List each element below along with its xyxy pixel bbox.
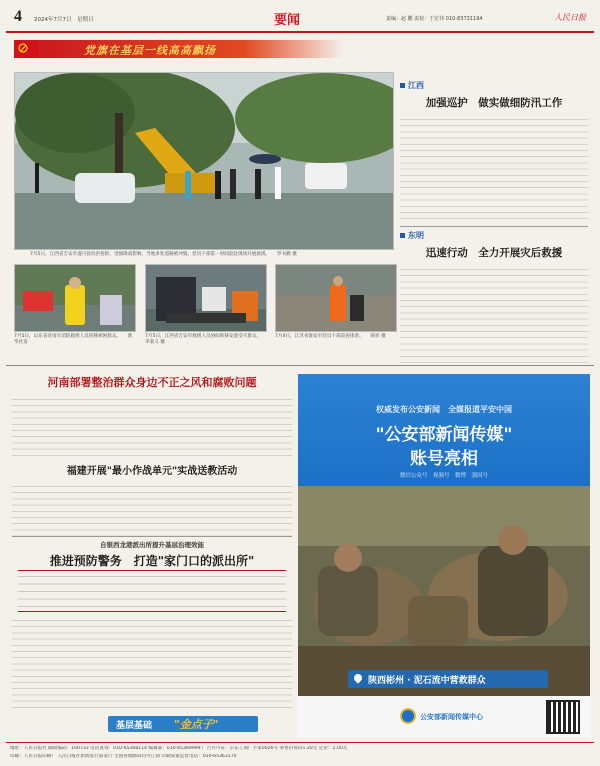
ad-photo-caption [348,670,548,688]
page-number: 4 [14,8,22,25]
small-photo-2-caption: 7月5日，江西省吉安市救援人员协助转移安置受灾群众。 李秉义 摄 [145,334,269,345]
small-photo-3-caption: 7月4日，江苏省淮安市党员干部巡查排涝。 韩祥 摄 [275,334,386,339]
headline-jiangxi: 加强巡护 做实做细防汛工作 [425,97,563,109]
story-jiangxi [400,80,588,220]
ad-platforms: 微信公众号 视频号 微博 强国号 [399,473,488,479]
ad-title-line2: 账号亮相 [410,449,478,469]
main-photo-flood-rescue [14,72,394,250]
section-divider [6,365,594,366]
main-photo-caption: 7月5日，江西省吉安市遂川县抗洪抢险，受强降雨影响，当地多处道路被冲毁，党员干部第一时间赶赴现场开展救援。 罗书勤 摄 [30,252,297,257]
headline-henan: 河南部署整治群众身边不正之风和腐败问题 [47,376,257,389]
qr-code-icon [546,700,580,734]
story-police [12,540,292,736]
story-fujian-body [12,482,292,536]
pull-quote-box [18,570,286,612]
small-photo-2 [145,264,267,332]
footer-line-1: 地址：人民日报社 邮政编码：100733 电话查询：010-65368114 编辑部：010-65369999 广告许可证：京东工商广字第0026号 零售价每份1.20元 定价：2.00元 [10,746,348,751]
police-emblem-icon [400,708,416,724]
ad-footer-bar [298,696,590,738]
map-pin-icon [352,672,363,683]
ad-publisher: 公安部新闻传媒中心 [420,713,483,721]
footer-rule [6,742,594,743]
small-photo-1 [14,264,136,332]
story-dongming [400,230,588,360]
ad-rescue-photo [298,486,590,696]
grassroots-tag-label: 基层基础 [116,721,153,731]
ad-title-line1: "公安部新闻传媒" [375,425,513,445]
story-fujian [12,462,292,534]
region-label-jiangxi: 江西 [400,80,588,91]
flood-scene-image [15,73,394,250]
advertisement-panel [298,374,590,738]
story-henan-body [12,395,292,459]
party-flag-icon [16,41,38,57]
headline-police: 推进预防警务 打造"家门口的派出所" [49,554,255,568]
ad-photo-caption-text: 陕西彬州 · 泥石流中营救群众 [368,676,486,686]
header-rule [6,31,594,33]
ad-slogan: 权威发布公安新闻 全媒报道平安中国 [376,405,512,414]
left-divider [12,536,292,537]
headline-dongming: 迅速行动 全力开展灾后救援 [425,247,563,259]
grassroots-tag [108,716,258,732]
story-police-body [12,616,292,712]
headline-fujian: 福建开展"最小作战单元"实战送教活动 [66,466,238,477]
grassroots-tag-script: "金点子" [174,718,219,731]
location-pin-icon [400,83,405,88]
page-header [6,6,594,30]
small-photo-3 [275,264,397,332]
story-jiangxi-body [400,115,588,223]
theme-banner [14,40,344,58]
small-photo-1-caption: 7月5日，山东省济南市消防救援人员转移被困群众。 新华社发 [14,334,133,345]
issue-date: 2024年7月7日 星期日 [34,17,94,23]
right-divider [400,226,588,227]
section-title: 要闻 [274,13,301,28]
story-dongming-body [400,265,588,365]
banner-title: 党旗在基层一线高高飘扬 [84,44,216,57]
region-label-dongming: 东明 [400,230,588,241]
location-pin-icon [400,233,405,238]
story-henan [12,374,292,458]
masthead-logo: 人民日报 [554,13,586,22]
footer-line-2: 印刷：人民日报印刷厂 人民日报社新闻发行部发行 全国各地邮局均可订阅 印刷质量监督电话：010-65363170 [10,754,237,759]
editor-credits: 责编：赵 鹏 责校：于宏伟 010-83731194 [386,16,483,22]
kicker-police: 自银西龙港派出所提升基层治理效能 [100,541,204,549]
